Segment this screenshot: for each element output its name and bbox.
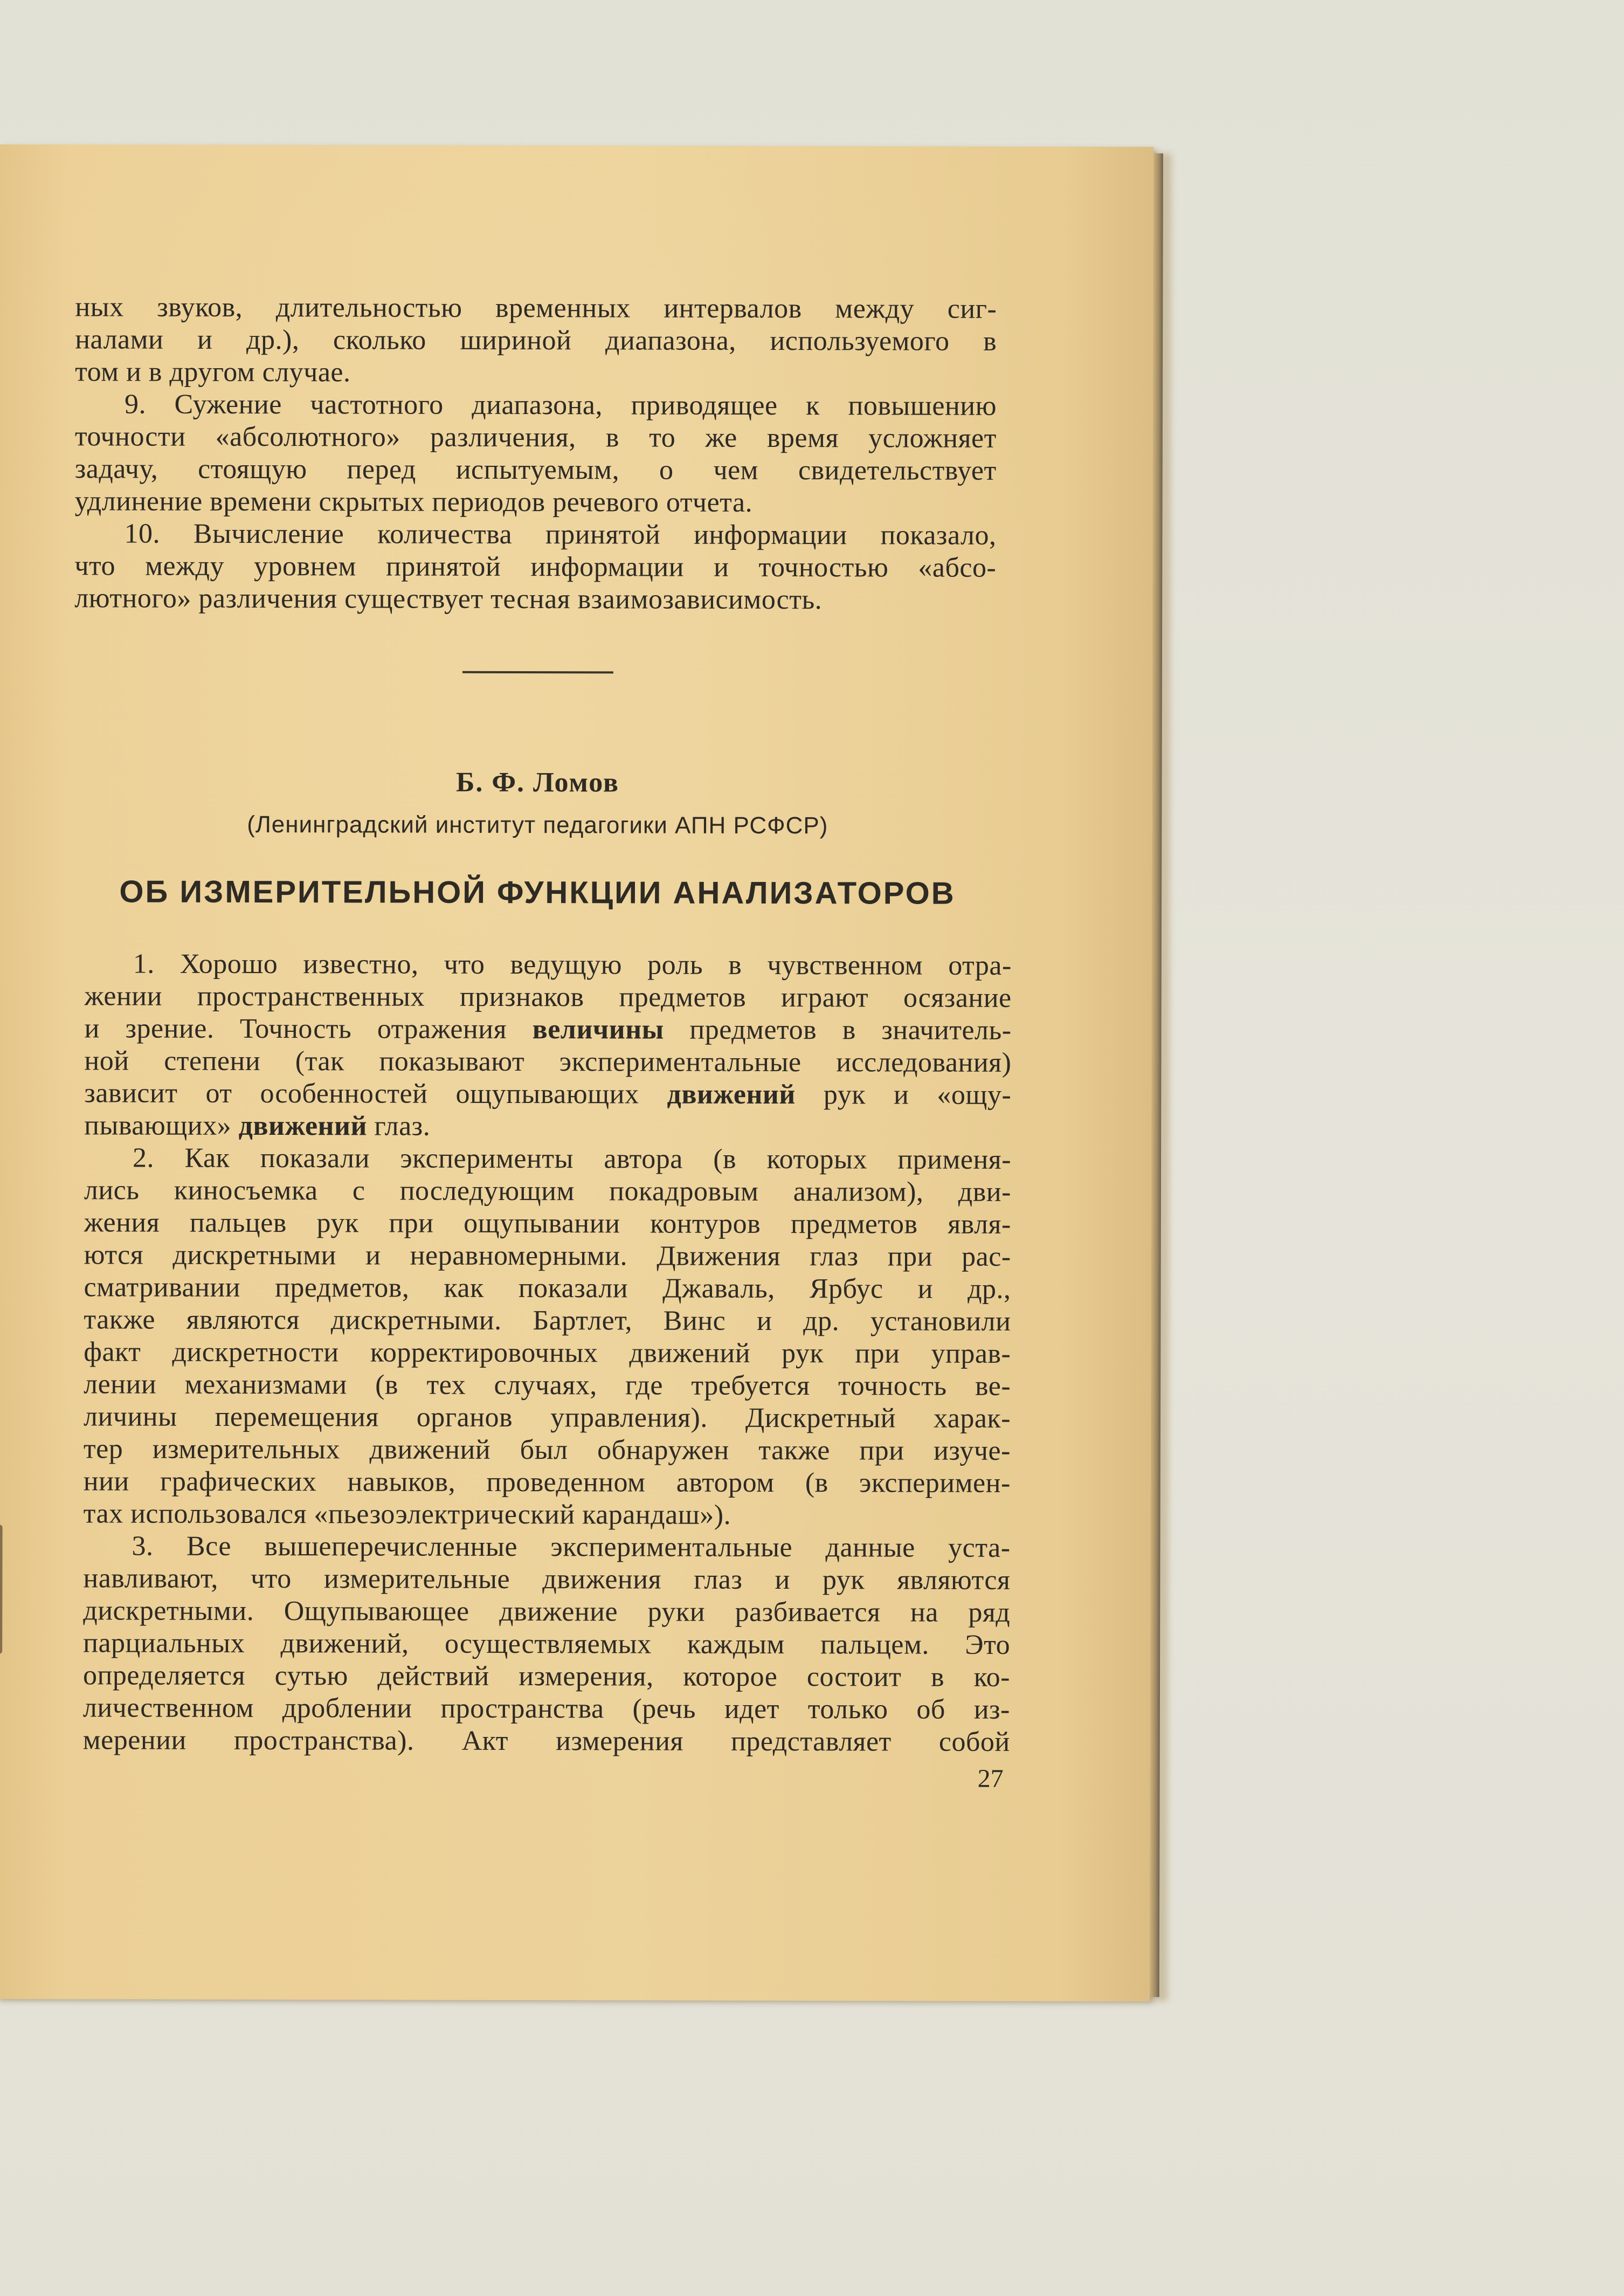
text-line: личественном дроблении пространства (речь идет только об из- bbox=[82, 1692, 1010, 1725]
text-line: лении механизмами (в тех случаях, где требуется точность ве- bbox=[84, 1369, 1011, 1402]
text-line: том и в другом случае. bbox=[75, 356, 351, 388]
article-title: ОБ ИЗМЕРИТЕЛЬНОЙ ФУНКЦИИ АНАЛИЗАТОРОВ bbox=[119, 874, 956, 911]
text-line: нии графических навыков, проведенном автором (в эксперимен- bbox=[83, 1466, 1011, 1499]
text-line: тер измерительных движений был обнаружен также при изуче- bbox=[83, 1433, 1011, 1466]
emphasis: движений bbox=[238, 1110, 368, 1142]
text-line: ной степени (так показывают экспериментальные исследования) bbox=[84, 1045, 1012, 1078]
text-line: парциальных движений, осуществляемых каждым пальцем. Это bbox=[83, 1628, 1011, 1660]
text-line: и зрение. Точность отражения величины предметов в значитель- bbox=[84, 1013, 1012, 1046]
text-line: жения пальцев рук при ощупывании контуров предметов явля- bbox=[84, 1207, 1011, 1240]
text-line: точности «абсолютного» различения, в то же время усложняет bbox=[74, 421, 997, 454]
text-line: пывающих» движений глаз. bbox=[84, 1110, 431, 1142]
text-line: навливают, что измерительные движения глаз и рук являются bbox=[83, 1563, 1011, 1596]
text-line: личины перемещения органов управления). Дискретный харак- bbox=[83, 1401, 1011, 1434]
page-number: 27 bbox=[977, 1764, 1004, 1793]
author-affiliation: (Ленинградский институт педагогики АПН РСФСР) bbox=[247, 811, 828, 839]
text-line: жении пространственных признаков предметов играют осязание bbox=[84, 981, 1012, 1013]
section-divider bbox=[462, 671, 613, 674]
text-line: задачу, стоящую перед испытуемым, о чем свидетельствует bbox=[74, 453, 997, 486]
text-line: дискретными. Ощупывающее движение руки разбивается на ряд bbox=[83, 1595, 1011, 1628]
book-page bbox=[0, 144, 1153, 2001]
emphasis: движений bbox=[667, 1079, 796, 1111]
text-line: ных звуков, длительностью временных интервалов между сиг- bbox=[75, 292, 997, 325]
text-line: 1. Хорошо известно, что ведущую роль в чувственном отра- bbox=[133, 948, 1012, 981]
text-line: 9. Сужение частотного диапазона, приводящее к повышению bbox=[124, 389, 997, 422]
text-line: зависит от особенностей ощупывающих движений рук и «ощу- bbox=[84, 1078, 1012, 1111]
text-line: 2. Как показали эксперименты автора (в которых применя- bbox=[133, 1142, 1012, 1175]
emphasis: величины bbox=[532, 1014, 664, 1045]
text-line: определяется сутью действий измерения, которое состоит в ко- bbox=[82, 1660, 1011, 1693]
binding-mark bbox=[0, 1525, 3, 1654]
text-line: налами и др.), сколько шириной диапазона, используемого в bbox=[75, 324, 997, 357]
text-line: мерении пространства). Акт измерения представляет собой bbox=[82, 1725, 1010, 1757]
text-line: также являются дискретными. Бартлет, Винс и др. установили bbox=[84, 1304, 1011, 1337]
text-line: что между уровнем принятой информации и точностью «абсо- bbox=[74, 550, 997, 583]
text-line: факт дискретности корректировочных движений рук при управ- bbox=[84, 1336, 1011, 1369]
text-line: ются дискретными и неравномерными. Движения глаз при рас- bbox=[84, 1239, 1011, 1272]
article-author: Б. Ф. Ломов bbox=[455, 767, 620, 798]
text-line: удлинение времени скрытых периодов речевого отчета. bbox=[74, 486, 753, 518]
text-line: сматривании предметов, как показали Джаваль, Ярбус и др., bbox=[84, 1272, 1011, 1305]
text-line: 3. Все вышеперечисленные экспериментальные данные уста- bbox=[132, 1530, 1011, 1563]
text-line: 10. Вычисление количества принятой информации показало, bbox=[124, 518, 997, 551]
text-line: лютного» различения существует тесная взаимозависимость. bbox=[74, 583, 823, 616]
text-line: тах использовался «пьезоэлектрический карандаш»). bbox=[83, 1498, 731, 1530]
text-line: лись киносъемка с последующим покадровым анализом), дви- bbox=[84, 1175, 1011, 1208]
